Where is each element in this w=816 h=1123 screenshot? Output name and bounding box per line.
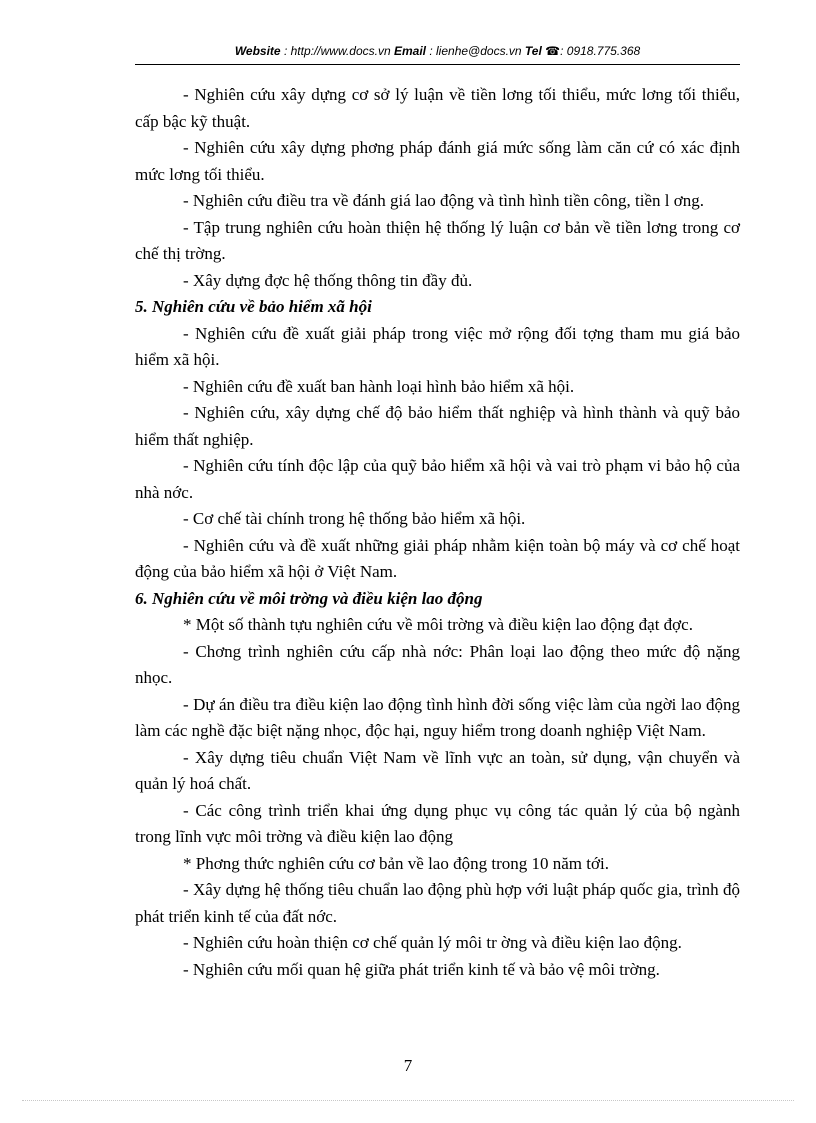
paragraph: * Một số thành tựu nghiên cứu về môi trờng và điều kiện lao động đạt đợc. bbox=[183, 615, 693, 634]
footer-divider bbox=[22, 1100, 794, 1101]
website-label: Website bbox=[234, 44, 281, 58]
website-value: : http://www.docs.vn bbox=[280, 44, 394, 58]
paragraph: - Các công trình triển khai ứng dụng phục vụ công tác quản lý của bộ ngành trong lĩnh vực môi trờng và điều kiện lao động bbox=[135, 800, 740, 846]
paragraph: - Nghiên cứu đề xuất ban hành loại hình bảo hiểm xã hội. bbox=[183, 376, 575, 396]
tel-label: Tel bbox=[524, 44, 542, 58]
paragraph: - Nghiên cứu mối quan hệ giữa phát triển kinh tế và bảo vệ môi trờng. bbox=[183, 959, 660, 979]
paragraph: - Xây dựng đợc hệ thống thông tin đầy đủ. bbox=[183, 270, 473, 290]
paragraph: - Xây dựng hệ thống tiêu chuẩn lao động phù hợp với luật pháp quốc gia, trình độ phát triển kinh tế của đất nớc. bbox=[135, 880, 740, 926]
paragraph: - Nghiên cứu và đề xuất những giải pháp nhằm kiện toàn bộ máy và cơ chế hoạt động của bảo hiểm xã hội ở Việt Nam. bbox=[135, 535, 740, 581]
paragraph: - Cơ chế tài chính trong hệ thống bảo hiểm xã hội. bbox=[183, 509, 526, 528]
paragraph: - Dự án điều tra điều kiện lao động tình hình đời sống việc làm của ngời lao động làm các nghề đặc biệt nặng nhọc, độc hại, nguy hiểm trong doanh nghiệp Việt Nam. bbox=[135, 694, 740, 740]
email-value: : lienhe@docs.vn bbox=[426, 44, 525, 58]
document-body bbox=[135, 82, 740, 983]
paragraph: - Nghiên cứu đề xuất giải pháp trong việc mở rộng đối tợng tham mu giá bảo hiểm xã hội. bbox=[135, 323, 740, 369]
paragraph: - Chơng trình nghiên cứu cấp nhà nớc: Phân loại lao động theo mức độ nặng nhọc. bbox=[135, 641, 740, 687]
paragraph: - Nghiên cứu, xây dựng chế độ bảo hiểm thất nghiệp và hình thành và quỹ bảo hiểm thất nghiệp. bbox=[135, 403, 740, 449]
tel-value: ☎: 0918.775.368 bbox=[541, 44, 641, 58]
paragraph: - Xây dựng tiêu chuẩn Việt Nam về lĩnh vực an toàn, sử dụng, vận chuyển và quản lý hoá chất. bbox=[135, 747, 740, 793]
paragraph: - Nghiên cứu hoàn thiện cơ chế quản lý môi tr ờng và điều kiện lao động. bbox=[183, 933, 682, 952]
paragraph: - Tập trung nghiên cứu hoàn thiện hệ thống lý luận cơ bản về tiền lơng trong cơ chế thị trờng. bbox=[135, 217, 740, 263]
paragraph: - Nghiên cứu điều tra về đánh giá lao động và tình hình tiền công, tiền l ơng. bbox=[183, 191, 704, 210]
page-header bbox=[135, 44, 740, 65]
page-number: 7 bbox=[403, 1056, 413, 1075]
email-label: Email bbox=[394, 44, 427, 58]
paragraph: * Phơng thức nghiên cứu cơ bản về lao động trong 10 năm tới. bbox=[183, 853, 609, 873]
section-heading-5: 5. Nghiên cứu về bảo hiểm xã hội bbox=[135, 297, 372, 316]
paragraph: - Nghiên cứu xây dựng phơng pháp đánh giá mức sống làm căn cứ có xác định mức lơng tối thiểu. bbox=[135, 138, 740, 184]
paragraph: - Nghiên cứu tính độc lập của quỹ bảo hiểm xã hội và vai trò phạm vi bảo hộ của nhà nớc. bbox=[135, 456, 740, 502]
section-heading-6: 6. Nghiên cứu về môi trờng và điều kiện lao động bbox=[135, 588, 483, 608]
paragraph: - Nghiên cứu xây dựng cơ sở lý luận về tiền lơng tối thiểu, mức lơng tối thiểu, cấp bậc kỹ thuật. bbox=[135, 85, 740, 131]
